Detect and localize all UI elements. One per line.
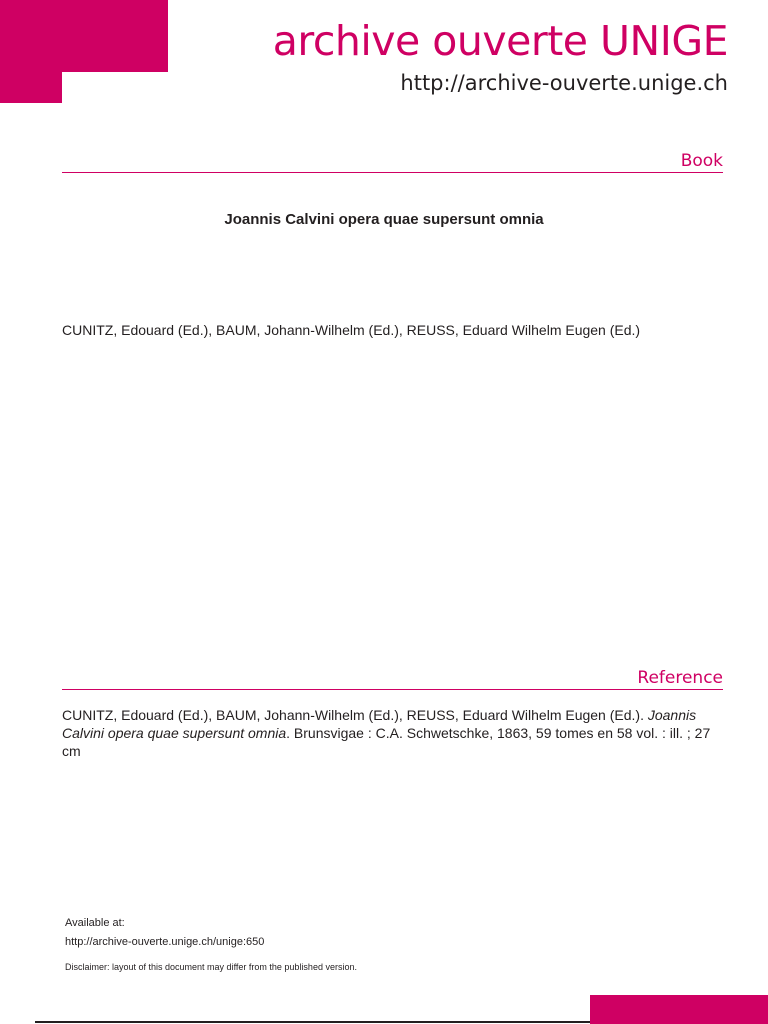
reference-authors: CUNITZ, Edouard (Ed.), BAUM, Johann-Wilhelm (Ed.), REUSS, Eduard Wilhelm Eugen (Ed.).: [62, 707, 644, 723]
available-at-label: Available at:: [65, 917, 125, 929]
logo-block: [0, 0, 168, 72]
brand-title: archive ouverte UNIGE: [272, 17, 728, 65]
footer-rule: [35, 1021, 590, 1023]
section-divider: [62, 689, 723, 690]
brand-url[interactable]: http://archive-ouverte.unige.ch: [400, 71, 728, 95]
footer-block: [590, 995, 768, 1024]
authors-line: CUNITZ, Edouard (Ed.), BAUM, Johann-Wilhelm (Ed.), REUSS, Eduard Wilhelm Eugen (Ed.): [62, 322, 641, 338]
section-divider: [62, 172, 723, 173]
document-title: Joannis Calvini opera quae supersunt omnia: [224, 211, 544, 228]
available-url-link[interactable]: http://archive-ouverte.unige.ch/unige:650: [65, 936, 265, 948]
reference-label: Reference: [637, 668, 723, 688]
disclaimer-text: Disclaimer: layout of this document may differ from the published version.: [65, 962, 357, 972]
reference-title: Joannis Calvini opera quae supersunt omnia: [62, 707, 697, 741]
document-type-label: Book: [680, 151, 723, 171]
reference-publication: . Brunsvigae : C.A. Schwetschke, 1863, 59 tomes en 58 vol. : ill. ; 27 cm: [62, 725, 711, 759]
logo-tab: [0, 72, 62, 103]
reference-citation: [62, 706, 722, 760]
